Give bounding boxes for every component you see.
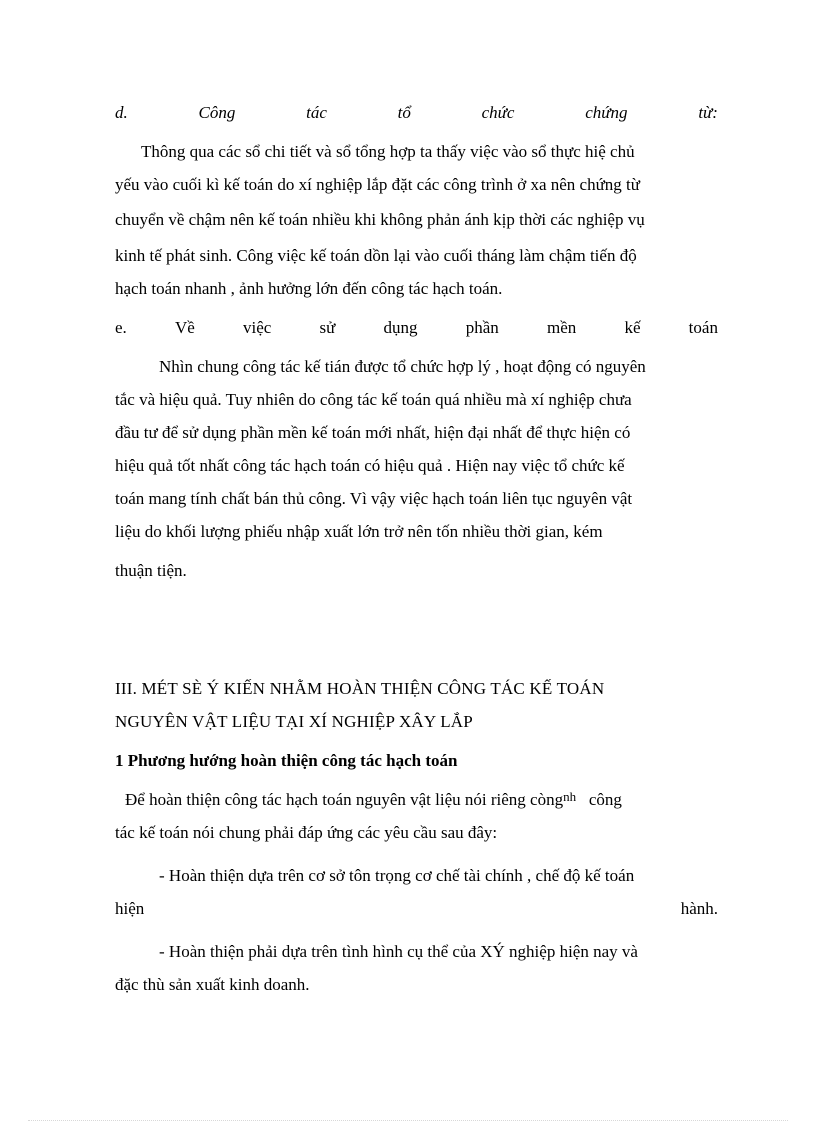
paragraph-line: - Hoàn thiện dựa trên cơ sở tôn trọng cơ chế tài chính , chế độ kế toán xyxy=(159,866,635,885)
paragraph-line: hiệu quả tốt nhất công tác hạch toán có hiệu quả . Hiện nay việc tổ chức kế xyxy=(115,456,625,475)
paragraph-line: kinh tế phát sinh. Công việc kế toán dồn lại vào cuối tháng làm chậm tiến độ xyxy=(115,246,637,265)
paragraph-line: - Hoàn thiện phải dựa trên tình hình cụ thể của XÝ nghiệp hiện nay và xyxy=(159,942,638,961)
section-iii-intro xyxy=(115,783,718,849)
intro-text: công xyxy=(588,790,622,809)
line-word: hiện xyxy=(115,899,145,918)
section-title-line: NGUYÊN VẬT LIỆU TẠI XÍ NGHIỆP XÂY LẮP xyxy=(115,712,473,731)
paragraph-line: Thông qua các sổ chi tiết và sổ tổng hợp ta thấy việc vào sổ thực hiệ chủ xyxy=(141,142,635,161)
section-title-line: III. MÉT SÈ Ý KIẾN NHẰM HOÀN THIỆN CÔNG TÁC KẾ TOÁN xyxy=(115,679,605,698)
paragraph-line: thuận tiện. xyxy=(115,561,187,580)
page-border xyxy=(28,1120,788,1121)
heading-word: Công xyxy=(198,103,236,122)
document-page xyxy=(115,96,718,1001)
paragraph-line: toán mang tính chất bán thủ công. Vì vậy việc hạch toán liên tục nguyên vật xyxy=(115,489,633,508)
heading-word: phần xyxy=(465,318,499,337)
heading-word: Về xyxy=(174,318,195,337)
paragraph-line: tác kế toán nói chung phải đáp ứng các yêu cầu sau đây: xyxy=(115,823,498,842)
line-word: hành. xyxy=(680,899,718,918)
heading-word: mền xyxy=(546,318,577,337)
paragraph-line: đặc thù sản xuất kinh doanh. xyxy=(115,975,310,994)
paragraph-line: yếu vào cuối kì kế toán do xí nghiệp lắp đặt các công trình ở xa nên chứng từ xyxy=(115,175,640,194)
section-iii-title xyxy=(115,672,718,738)
heading-word: chứng xyxy=(585,103,628,122)
heading-word: việc xyxy=(243,318,272,337)
heading-word: chức xyxy=(481,103,515,122)
section-d-paragraph xyxy=(115,135,718,305)
heading-word: toán xyxy=(688,318,718,337)
requirement-item-2 xyxy=(115,935,718,1001)
heading-word: kế xyxy=(624,318,641,337)
heading-word: sử xyxy=(319,318,336,337)
requirement-item-1 xyxy=(115,859,718,925)
heading-word: tác xyxy=(306,103,327,122)
intro-superscript: nh xyxy=(563,789,577,804)
heading-word: d. xyxy=(115,103,128,122)
paragraph-line: tắc và hiệu quả. Tuy nhiên do công tác kế toán quá nhiều mà xí nghiệp chưa xyxy=(115,390,632,409)
section-d-heading xyxy=(115,96,718,129)
heading-word: dụng xyxy=(383,318,418,337)
heading-word: từ: xyxy=(698,103,718,122)
paragraph-line: Nhìn chung công tác kế tián được tổ chức hợp lý , hoạt động có nguyên xyxy=(159,357,646,376)
heading-word: e. xyxy=(115,318,127,337)
paragraph-line xyxy=(115,892,718,925)
paragraph-line: đầu tư để sử dụng phần mền kế toán mới nhất, hiện đại nhất để thực hiện có xyxy=(115,423,631,442)
paragraph-line: chuyển về chậm nên kế toán nhiều khi không phản ánh kịp thời các nghiệp vụ xyxy=(115,210,645,229)
intro-text: Để hoàn thiện công tác hạch toán nguyên vật liệu nói riêng còng xyxy=(125,790,564,809)
subsection-heading: 1 Phương hướng hoàn thiện công tác hạch toán xyxy=(115,751,458,770)
section-e-heading xyxy=(115,311,718,344)
section-e-paragraph xyxy=(115,350,718,588)
heading-word: tổ xyxy=(397,103,411,122)
paragraph-line: hạch toán nhanh , ảnh hưởng lớn đến công tác hạch toán. xyxy=(115,279,503,298)
paragraph-line xyxy=(115,783,718,816)
paragraph-line: liệu do khối lượng phiếu nhập xuất lớn trở nên tốn nhiều thời gian, kém xyxy=(115,522,603,541)
